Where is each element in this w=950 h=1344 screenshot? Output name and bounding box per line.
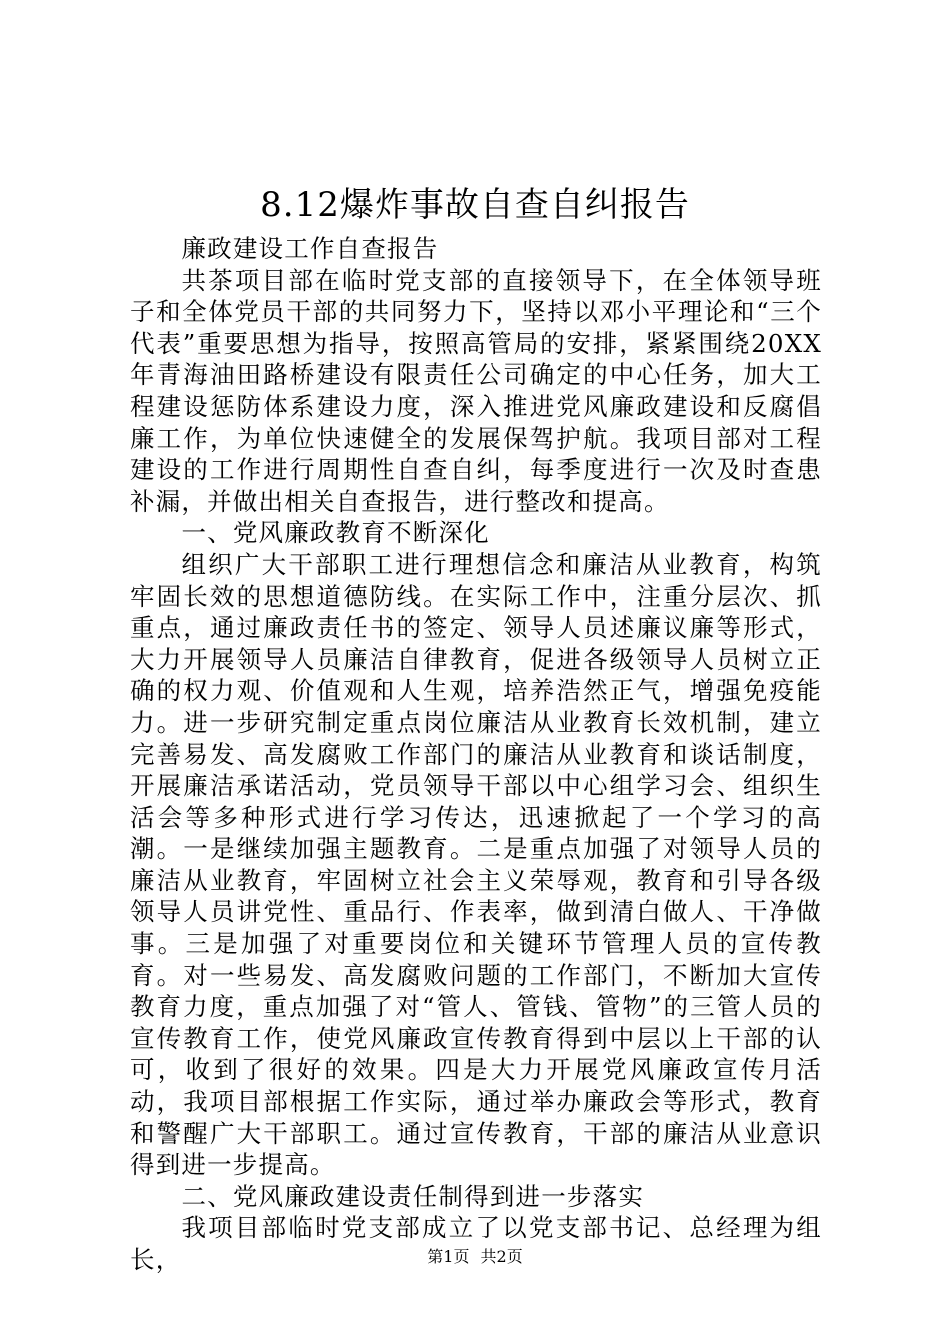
page-total: 共2页: [480, 1247, 523, 1266]
report-subtitle: 廉政建设工作自查报告: [181, 234, 439, 263]
document-title: 8.12爆炸事故自查自纠报告: [260, 185, 690, 225]
section-heading-2: 二、党风廉政建设责任制得到进一步落实: [181, 1181, 645, 1211]
page-number: 第1页: [427, 1247, 470, 1266]
section-heading-1: 一、党风廉政教育不断深化: [181, 518, 490, 548]
section-2-paragraph: 我项目部临时党支部成立了以党支部书记、总经理为组长，: [130, 1213, 822, 1274]
section-1-paragraph: 组织广大干部职工进行理想信念和廉洁从业教育，构筑牢固长效的思想道德防线。在实际工作中，注重分层次、抓重点，通过廉政责任书的签定、领导人员述廉议廉等形式，大力开展领导人员廉洁自律教育，促进各级领导人员树立正确的权力观、价值观和人生观，培养浩然正气，增强免疫能力。进一步研究制定重点岗位廉洁从业教育长效机制，建立完善易发、高发腐败工作部门的廉洁从业教育和谈话制度，开展廉洁承诺活动，党员领导干部以中心组学习会、组织生活会等多种形式进行学习传达，迅速掀起了一个学习的高潮。一是继续加强主题教育。二是重点加强了对领导人员的廉洁从业教育，牢固树立社会主义荣辱观，教育和引导各级领导人员讲党性、重品行、作表率，做到清白做人、干净做事。三是加强了对重要岗位和关键环节管理人员的宣传教育。对一些易发、高发腐败问题的工作部门，不断加大宣传教育力度，重点加强了对“管人、管钱、管物”的三管人员的宣传教育工作，使党风廉政宣传教育得到中层以上干部的认可，收到了很好的效果。四是大力开展党风廉政宣传月活动，我项目部根据工作实际，通过举办廉政会等形式，教育和警醒广大干部职工。通过宣传教育，干部的廉洁从业意识得到进一步提高。: [130, 549, 822, 1180]
intro-paragraph: 共茶项目部在临时党支部的直接领导下，在全体领导班子和全体党员干部的共同努力下，坚持以邓小平理论和“三个代表”重要思想为指导，按照高管局的安排，紧紧围绕20XX年青海油田路桥建设有限责任公司确定的中心任务，加大工程建设惩防体系建设力度，深入推进党风廉政建设和反腐倡廉工作，为单位快速健全的发展保驾护航。我项目部对工程建设的工作进行周期性自查自纠，每季度进行一次及时查患补漏，并做出相关自查报告，进行整改和提高。: [130, 265, 822, 516]
document-body: [130, 233, 822, 1276]
page-footer: [0, 1246, 950, 1268]
